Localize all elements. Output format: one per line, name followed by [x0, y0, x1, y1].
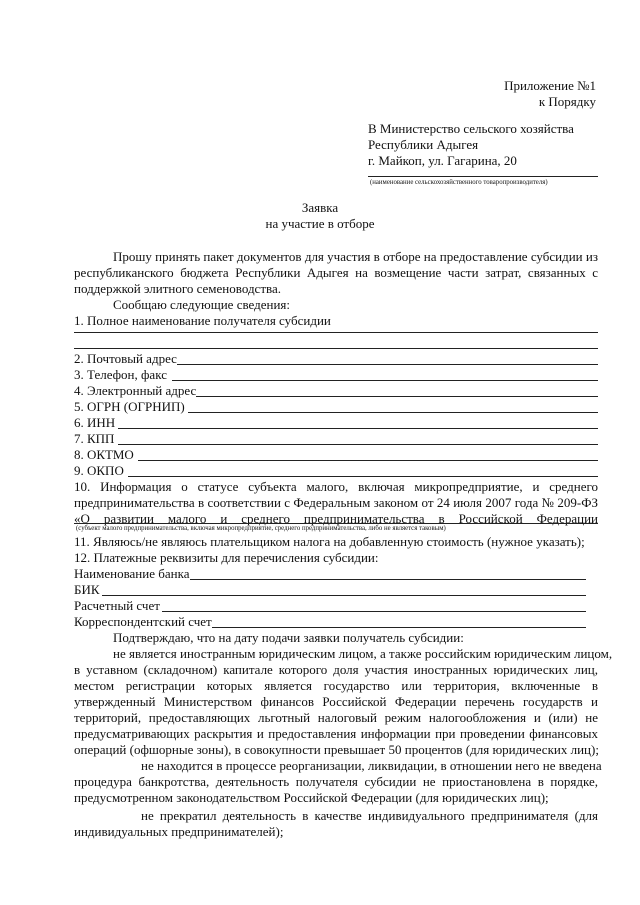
field-inn-label: 6. ИНН — [74, 415, 116, 430]
intro-line-1: Прошу принять пакет документов для участия в отборе на предоставление субсидии из — [113, 249, 598, 264]
field-phone-label: 3. Телефон, факс — [74, 367, 167, 382]
field-ogrn-label: 5. ОГРН (ОГРНИП) — [74, 399, 185, 414]
field-postal-label: 2. Почтовый адрес — [74, 351, 177, 366]
full-name-line-2[interactable] — [74, 348, 598, 349]
confirm-c2: индивидуальных предпринимателей); — [74, 824, 284, 839]
account-label: Расчетный счет — [74, 598, 160, 613]
field-email-label: 4. Электронный адрес — [74, 383, 197, 398]
sme-status-line[interactable] — [74, 523, 598, 524]
applicant-name-line[interactable] — [368, 176, 598, 177]
confirm-a3: местом регистрации которых является государство или территория, включенные в — [74, 678, 598, 693]
field-oktmo-label: 8. ОКТМО — [74, 447, 134, 462]
account-line[interactable] — [162, 611, 586, 612]
email-line[interactable] — [196, 396, 598, 397]
field-kpp-label: 7. КПП — [74, 431, 115, 446]
ogrn-line[interactable] — [188, 412, 598, 413]
addressee-line-3: г. Майкоп, ул. Гагарина, 20 — [368, 153, 517, 168]
kpp-line[interactable] — [118, 444, 598, 445]
field-full-name-label: 1. Полное наименование получателя субсидии — [74, 313, 331, 328]
applicant-name-caption: (наименование сельскохозяйственного товаропроизводителя) — [370, 179, 548, 186]
confirm-a1: не является иностранным юридическим лицом, а также российским юридическим лицом, — [113, 646, 613, 661]
item10-line-3: «О развитии малого и среднего предпринимательства в Российской Федерации — [74, 511, 598, 526]
page-subtitle: на участие в отборе — [265, 216, 375, 231]
item11-text: 11. Являюсь/не являюсь плательщиком налога на добавленную стоимость (нужное указать); — [74, 534, 585, 549]
confirm-b3: предусмотренном законодательством Российской Федерации (для юридических лиц); — [74, 790, 549, 805]
confirm-a4: утвержденный Министерством финансов Российской Федерации перечень государств и — [74, 694, 598, 709]
confirm-intro: Подтверждаю, что на дату подачи заявки получатель субсидии: — [113, 630, 464, 645]
corr-account-label: Корреспондентский счет — [74, 614, 212, 629]
addressee-line-1: В Министерство сельского хозяйства — [368, 121, 574, 136]
confirm-c1: не прекратил деятельность в качестве индивидуального предпринимателя (для — [141, 808, 598, 823]
confirm-b1: не находится в процессе реорганизации, ликвидации, в отношении него не введена — [141, 758, 602, 773]
confirm-b2: процедура банкротства, деятельность получателя субсидии не приостановлена в порядке, — [74, 774, 598, 789]
full-name-line-1[interactable] — [74, 332, 598, 333]
item10-line-1: 10. Информация о статусе субъекта малого, включая микропредприятие, и среднего — [74, 479, 598, 494]
confirm-a2: в уставном (складочном) капитале которого доля участия иностранных юридических лиц, — [74, 662, 598, 677]
intro-line-2: республиканского бюджета Республики Адыгея на возмещение части затрат, связанных с — [74, 265, 598, 280]
confirm-a7: операций (офшорные зоны), в совокупности превышает 50 процентов (для юридических лиц); — [74, 742, 599, 757]
sme-status-caption: (субъект малого предпринимательства, включая микропредприятие, среднего предпринимательства, либо не является таковым) — [76, 525, 446, 532]
page-title: Заявка — [301, 200, 339, 215]
item12-title: 12. Платежные реквизиты для перечисления субсидии: — [74, 550, 379, 565]
bank-name-line[interactable] — [190, 579, 586, 580]
inn-line[interactable] — [118, 428, 598, 429]
appendix-label: Приложение №1 — [504, 78, 596, 93]
postal-address-line[interactable] — [177, 364, 598, 365]
okpo-line[interactable] — [128, 476, 598, 477]
phone-fax-line[interactable] — [172, 380, 598, 381]
oktmo-line[interactable] — [138, 460, 598, 461]
bik-label: БИК — [74, 582, 100, 597]
bik-line[interactable] — [102, 595, 586, 596]
addressee-line-2: Республики Адыгея — [368, 137, 479, 152]
intro-line-3: поддержкой элитного семеноводства. — [74, 281, 281, 296]
confirm-a5: территорий, предоставляющих льготный налоговый режим налогообложения и (или) не — [74, 710, 598, 725]
bank-name-label: Наименование банка — [74, 566, 190, 581]
confirm-a6: предусматривающих раскрытия и предоставления информации при проведении финансовых — [74, 726, 598, 741]
intro-line-4: Сообщаю следующие сведения: — [113, 297, 291, 312]
order-label: к Порядку — [538, 94, 596, 109]
item10-line-2: предпринимательства в соответствии с Федеральным законом от 24 июля 2007 года № 209-ФЗ — [74, 495, 598, 510]
field-okpo-label: 9. ОКПО — [74, 463, 124, 478]
corr-account-line[interactable] — [212, 627, 586, 628]
